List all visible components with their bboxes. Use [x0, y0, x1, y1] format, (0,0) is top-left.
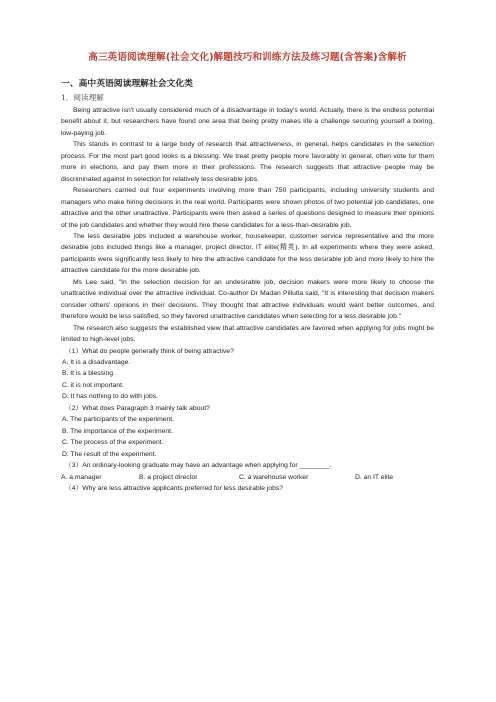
sub-heading: 1．阅读理解	[61, 93, 104, 102]
question-1-option-c: C. it is not important.	[62, 381, 124, 389]
question-3-option-a: A. a manager	[61, 473, 102, 481]
paragraph-4: The less desirable jobs included a warehouse worker, housekeeper, customer service representative and the more desirable jobs included things like a manager, project director, IT elite(精英). In all experiments where they were asked, participants were significantly less likely to hire the attractive candidate for the less desirable job and more likely to hire the attractive candidate for the more desirable job.	[61, 232, 434, 275]
paragraph-3: Researchers carried out four experiments involving more than 750 participants, including university students and managers who make hiring decisions in the real world. Participants were shown photos of two potential job candidates, one attractive and the other unattractive. Participants were then asked a series of questions designed to measure their opinions of the job candidates and whether they would hire these candidates for a less-than-desirable job.	[61, 187, 434, 229]
question-2-option-b: B. The importance of the experiment.	[62, 427, 173, 435]
paragraph-1: Being attractive isn't usually considered much of a disadvantage in today's world. Actually, there is the endless potential benefit about it, but researchers have found one area that being pretty makes life a challenge securing yourself a boring, low-paying job.	[61, 107, 434, 137]
question-1-stem: （1）What do people generally think of being attractive?	[65, 347, 234, 355]
question-1-option-a: A. It is a disadvantage.	[62, 358, 131, 366]
question-1-option-b: B. It is a blessing.	[62, 370, 115, 378]
question-3-option-b: B. a project director	[139, 473, 198, 481]
question-1-option-d: D. It has nothing to do with jobs.	[62, 393, 159, 401]
question-3-stem: （3）An ordinary-looking graduate may have an advantage when applying for ________.	[65, 462, 332, 470]
question-2-stem: （2）What does Paragraph 3 mainly talk about?	[65, 404, 210, 412]
paragraph-6: The research also suggests the established view that attractive candidates are favored when applying for jobs might be limited to high-level jobs.	[61, 324, 434, 344]
question-3-option-d: D. an IT elite	[355, 473, 394, 481]
question-2-option-c: C. The process of the experiment.	[62, 439, 164, 447]
paragraph-2: This stands in contrast to a large body of research that attractiveness, in general, helps candidates in the selection process. For the most part good looks is a blessing. We treat pretty people more favorably in general, often vote for them more in elections, and pay them more in their professions. The research suggests that attractive people may be discriminated against in selection for relatively less desirable jobs.	[61, 141, 434, 183]
document-title: 高三英语阅读理解(社会文化)解题技巧和训练方法及练习题(含答案)含解析	[88, 52, 407, 63]
question-2-option-d: D. The result of the experiment.	[62, 450, 157, 458]
section-heading: 一、高中英语阅读理解社会文化类	[61, 79, 193, 89]
question-3-options	[61, 472, 434, 483]
question-3-option-c: C. a warehouse worker	[239, 473, 309, 481]
paragraph-5: Ms Lee said, "In the selection decision for an undesirable job, decision makers were more likely to choose the unattractive individual over the attractive individual. Co-author Dr Madan Pillutla said, "It is interesting that decision makers consider others' opinions in their decisions. They thought that attractive individuals would want better outcomes, and therefore would be less satisfied, so they favored unattractive candidates when selecting for a less desirable job."	[61, 278, 434, 321]
question-4-stem: （4）Why are less attractive applicants preferred for less desirable jobs?	[65, 484, 283, 492]
question-2-option-a: A. The participants of the experiment.	[62, 416, 175, 424]
